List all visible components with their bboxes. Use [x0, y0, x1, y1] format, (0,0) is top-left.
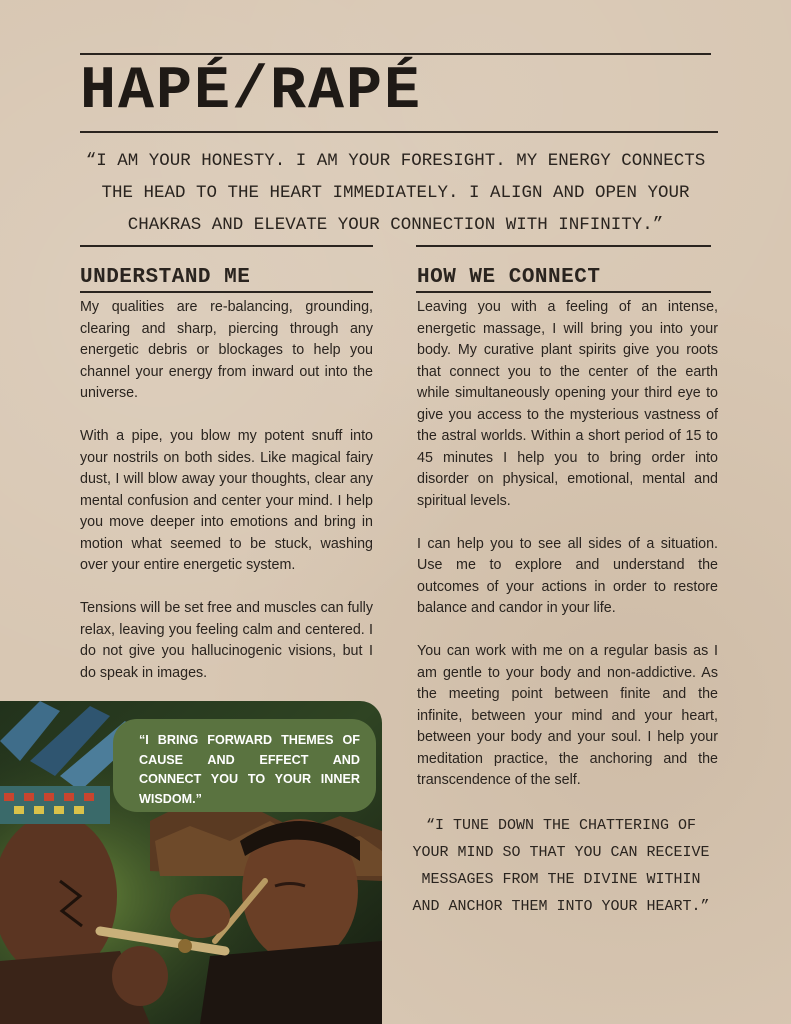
left-heading: UNDERSTAND ME	[80, 266, 251, 289]
right-column-top-rule	[416, 245, 711, 247]
left-paragraph-2: With a pipe, you blow my potent snuff into your nostrils on both sides. Like magical fairy dust, I will blow away your thoughts, clear any mental confusion and center your mind. I help you move deeper into emotions and bring in motion what seemed to be stuck, washing over your entire energetic system.	[80, 428, 373, 573]
title-bottom-rule	[80, 131, 718, 133]
right-heading: HOW WE CONNECT	[417, 266, 601, 289]
left-paragraph-3: Tensions will be set free and muscles can fully relax, leaving you feeling calm and centered. I do not give you hallucinogenic visions, but I do speak in images.	[80, 600, 373, 681]
left-column-text	[80, 297, 373, 706]
right-paragraph-2: I can help you to see all sides of a situation. Use me to explore and understand the outcomes of your actions in order to restore balance and candor in your life.	[417, 535, 718, 616]
top-quote: “I AM YOUR HONESTY. I AM YOUR FORESIGHT. MY ENERGY CONNECTS THE HEAD TO THE HEART IMMEDIATELY. I ALIGN AND OPEN YOUR CHAKRAS AND ELEVATE YOUR CONNECTION WITH INFINITY.”	[85, 151, 706, 235]
page-title: HAPÉ/RAPÉ	[80, 58, 423, 126]
left-heading-rule	[80, 291, 373, 293]
title-top-rule	[80, 53, 711, 55]
right-heading-rule	[416, 291, 711, 293]
left-column-top-rule	[80, 245, 373, 247]
left-paragraph-1: My qualities are re-balancing, grounding, clearing and sharp, piercing through any energetic debris or blockages to help you channel your energy from inward out into the universe.	[80, 299, 373, 401]
bubble-quote: “I BRING FORWARD THEMES OF CAUSE AND EFFECT AND CONNECT YOU TO YOUR INNER WISDOM.”	[113, 719, 376, 812]
bottom-quote: “I TUNE DOWN THE CHATTERING OF YOUR MIND SO THAT YOU CAN RECEIVE MESSAGES FROM THE DIVINE WITHIN AND ANCHOR THEM INTO YOUR HEART.”	[412, 817, 710, 915]
right-column-text	[417, 297, 718, 813]
right-paragraph-1: Leaving you with a feeling of an intense, energetic massage, I will bring you into your body. My curative plant spirits give you roots that connect you to the center of the earth while simultaneously opening your third eye to give you access to the mysterious vastness of the astral worlds. Within a short period of 15 to 45 minutes I help you to bring order into disorder on physical, emotional, mental and spiritual levels.	[417, 299, 718, 509]
right-paragraph-3: You can work with me on a regular basis as I am gentle to your body and non-addictive. As the meeting point between finite and the infinite, between your mind and your heart, between your body and your soul. I help your meditation practice, the anchoring and the transcendence of the self.	[417, 643, 718, 788]
